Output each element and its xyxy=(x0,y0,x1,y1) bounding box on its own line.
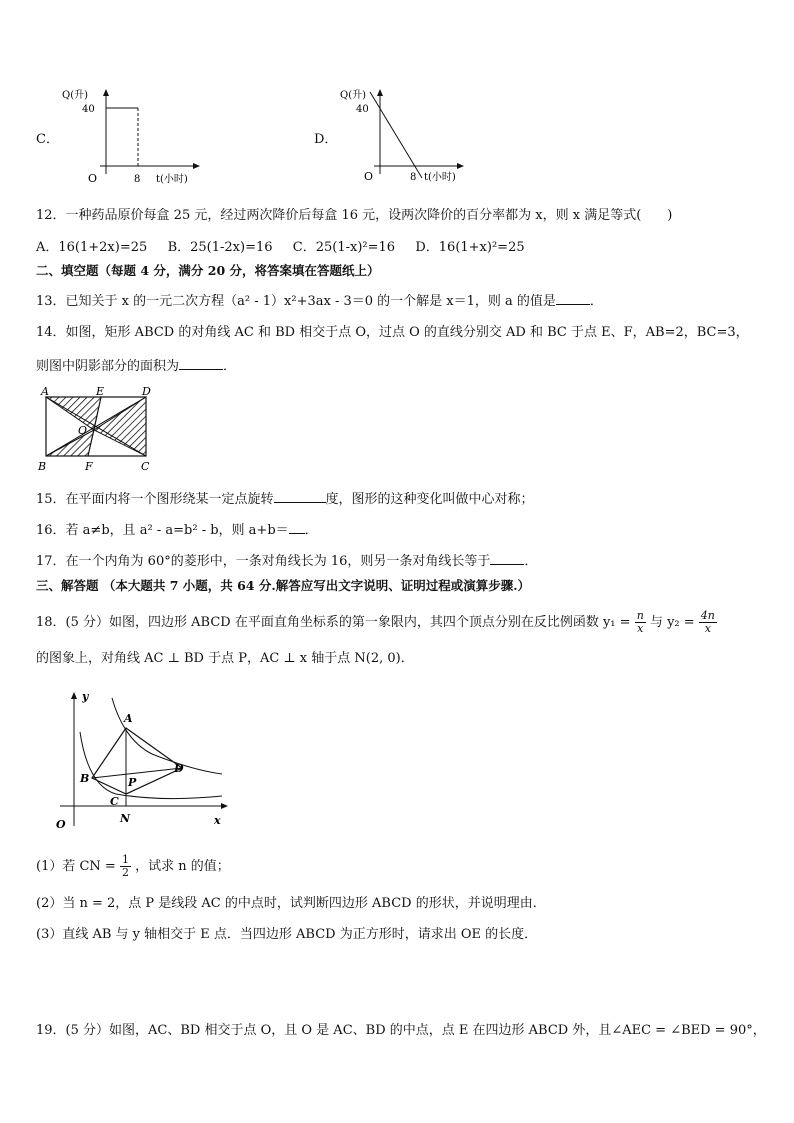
section-3-heading: 三、解答题 （本大题共 7 小题，共 64 分.解答应写出文字说明、证明过程或演算步骤.） xyxy=(36,578,531,593)
option-d-label: D． xyxy=(314,132,338,147)
question-17: 17．在一个内角为 60°的菱形中，一条对角线长为 16，则另一条对角线长等于 ． xyxy=(36,551,537,571)
label-b: B xyxy=(80,772,90,785)
label-d: D xyxy=(142,385,151,398)
option-d: D．16(1+x)²=25 xyxy=(415,240,525,255)
answer-blank-14[interactable] xyxy=(179,356,223,370)
label-x-axis: x xyxy=(214,814,221,827)
c-x-axis-label: t(小时) xyxy=(156,174,188,185)
c-x-tick: 8 xyxy=(134,174,141,185)
question-16: 16．若 a≠b，且 a² - a=b² - b，则 a+b＝ ． xyxy=(36,520,318,540)
d-x-tick: 8 xyxy=(410,172,417,183)
d-y-axis-label: Q(升) xyxy=(340,90,367,101)
fraction-n-over-x: $\frac{n}{x}$ xyxy=(636,609,644,635)
question-18-sub2: (2）当 n = 2，点 P 是线段 AC 的中点时，试判断四边形 ABCD 的形状，并说明理由． xyxy=(36,896,546,911)
option-c-label: C． xyxy=(36,132,59,147)
label-p: P xyxy=(128,776,137,789)
fraction-one-half: $\frac{1}{2}$ xyxy=(121,853,129,879)
label-d: D xyxy=(174,762,184,775)
label-a: A xyxy=(124,712,133,725)
question-18-sub3: (3）直线 AB 与 y 轴相交于 E 点．当四边形 ABCD 为正方形时，请求出 OE 的长度． xyxy=(36,927,538,942)
c-y-axis-label: Q(升) xyxy=(62,90,89,101)
label-c: C xyxy=(110,795,119,808)
question-12-options xyxy=(36,239,525,257)
figure-option-c xyxy=(60,86,200,186)
answer-blank-13[interactable] xyxy=(556,291,590,305)
label-o: O xyxy=(78,424,88,437)
answer-blank-16[interactable] xyxy=(289,520,305,534)
figure-18-coordinate xyxy=(52,690,232,830)
question-18-sub1: (1）若 CN = $\frac{1}{2}$ ，试求 n 的值； xyxy=(36,853,230,879)
question-19: 19．(5 分）如图，AC、BD 相交于点 O，且 O 是 AC、BD 的中点，点 E 在四边形 ABCD 外，且∠AEC = ∠BED = 90°， xyxy=(36,1023,766,1038)
label-b: B xyxy=(38,460,47,473)
option-b: B．25(1-2x)=16 xyxy=(167,240,273,255)
question-15: 15．在平面内将一个图形绕某一定点旋转 度，图形的这种变化叫做中心对称； xyxy=(36,489,534,509)
fraction-4n-over-x: $\frac{4n}{x}$ xyxy=(700,609,715,635)
label-y-axis: y xyxy=(82,690,89,703)
question-18-line2: 的图象上，对角线 AC ⊥ BD 于点 P，AC ⊥ x 轴于点 N(2, 0)． xyxy=(36,651,414,666)
label-f: F xyxy=(85,460,93,473)
label-n: N xyxy=(120,812,131,825)
option-a: A．16(1+2x)=25 xyxy=(36,240,148,255)
question-14-line2: 则图中阴影部分的面积为 ． xyxy=(36,356,236,376)
label-c: C xyxy=(141,460,150,473)
c-y-value: 40 xyxy=(82,104,95,115)
answer-blank-15[interactable] xyxy=(274,489,326,503)
question-12: 12．一种药品原价每盒 25 元，经过两次降价后每盒 16 元，设两次降价的百分率都为 x，则 x 满足等式( ) xyxy=(36,208,673,223)
figure-option-d xyxy=(334,86,474,186)
d-y-value: 40 xyxy=(356,104,369,115)
d-origin: O xyxy=(364,170,374,183)
question-14-line1: 14．如图，矩形 ABCD 的对角线 AC 和 BD 相交于点 O，过点 O 的直线分别交 AD 和 BC 于点 E、F，AB=2，BC=3， xyxy=(36,325,749,340)
c-origin: O xyxy=(88,172,98,185)
figure-14-rectangle xyxy=(36,384,160,474)
answer-blank-17[interactable] xyxy=(490,551,524,565)
d-x-axis-label: t(小时) xyxy=(424,172,456,183)
question-13: 13．已知关于 x 的一元二次方程（a² - 1）x²+3ax - 3＝0 的一个解是 x＝1，则 a 的值是 ． xyxy=(36,291,603,311)
option-c: C．25(1-x)²=16 xyxy=(292,240,396,255)
section-2-heading: 二、填空题（每题 4 分，满分 20 分，将答案填在答题纸上） xyxy=(36,263,380,278)
label-a: A xyxy=(41,385,49,398)
label-e: E xyxy=(96,385,105,398)
question-18-line1: 18．(5 分）如图，四边形 ABCD 在平面直角坐标系的第一象限内，其四个顶点分别在反比例函数 y₁ = $\frac{n}{x}$ 与 y₂ = $\frac{4n}{x}$ xyxy=(36,609,715,635)
label-o: O xyxy=(56,818,66,830)
